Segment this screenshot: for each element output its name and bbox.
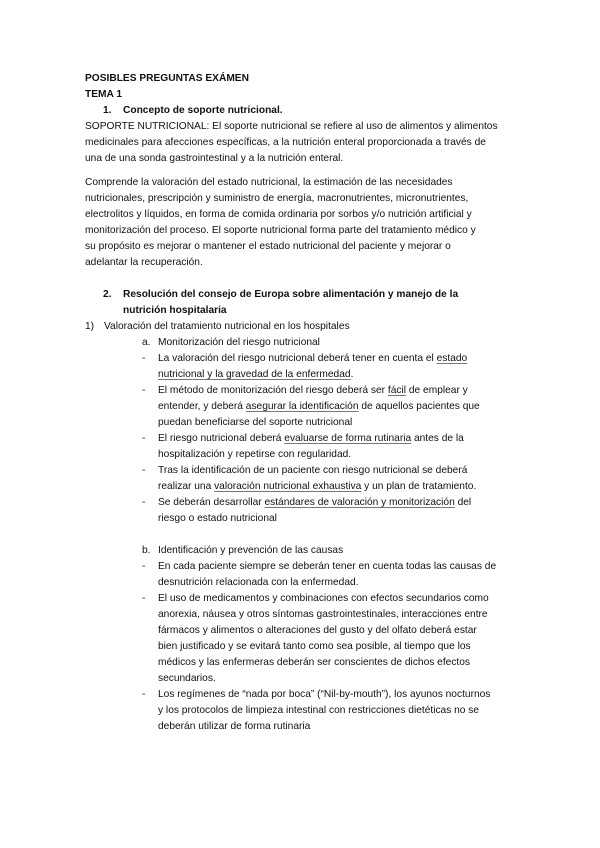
paragraph-line: una de una sonda gastrointestinal y a la nutrición enteral. bbox=[85, 153, 344, 164]
bullet-line: desnutrición relacionada con la enfermedad. bbox=[158, 577, 359, 588]
text-segment: entender, y deberá bbox=[158, 401, 246, 412]
underlined-text: estado bbox=[436, 353, 468, 364]
bullet-line: secundarios. bbox=[158, 673, 216, 684]
bullet-dash: - bbox=[142, 689, 146, 700]
underlined-text: valoración nutricional exhaustiva bbox=[214, 481, 362, 492]
text-segment: y un plan de tratamiento. bbox=[361, 481, 477, 492]
bullet-dash: - bbox=[142, 561, 146, 572]
underlined-text: asegurar la identificación bbox=[245, 401, 359, 412]
bullet-line bbox=[158, 447, 515, 463]
item-b-letter: b. bbox=[142, 545, 151, 556]
paragraph-line: nutricionales, prescripción y suministro de energía, macronutrientes, micronutrientes, bbox=[85, 193, 469, 204]
bullet-item bbox=[85, 687, 515, 735]
text-segment: El método de monitorización del riesgo deberá ser bbox=[158, 385, 388, 396]
text-segment: riesgo o estado nutricional bbox=[158, 513, 277, 524]
paragraph-line: SOPORTE NUTRICIONAL: El soporte nutricional se refiere al uso de alimentos y alimentos bbox=[85, 121, 498, 132]
text-segment: realizar una bbox=[158, 481, 215, 492]
bullet-item bbox=[85, 351, 515, 383]
item-a-heading bbox=[85, 335, 515, 351]
doc-subtitle: TEMA 1 bbox=[85, 89, 122, 100]
bullet-line bbox=[158, 463, 515, 479]
section-1-number: 1. bbox=[103, 105, 112, 116]
section-1-heading bbox=[85, 103, 515, 119]
bullet-item bbox=[85, 591, 515, 687]
section-2-number: 2. bbox=[103, 289, 112, 300]
bullet-line bbox=[158, 351, 515, 367]
bullet-line bbox=[158, 431, 515, 447]
item-a-title: Monitorización del riesgo nutricional bbox=[158, 337, 320, 348]
text-segment: antes de la bbox=[411, 433, 464, 444]
item-b-heading bbox=[85, 543, 515, 559]
section-2-title-line: nutrición hospitalaria bbox=[123, 305, 227, 316]
bullet-line: fármacos y alimentos o alteraciones del gusto y del olfato deberá estar bbox=[158, 625, 477, 636]
underlined-text: fácil bbox=[387, 385, 407, 396]
item-b-title: Identificación y prevención de las causas bbox=[158, 545, 344, 556]
text-segment: de emplear y bbox=[406, 385, 468, 396]
subsection-1 bbox=[85, 319, 515, 335]
bullet-dash: - bbox=[142, 593, 146, 604]
subsection-1-title: Valoración del tratamiento nutricional en los hospitales bbox=[104, 321, 350, 332]
text-segment: . bbox=[350, 369, 354, 380]
paragraph-line: adelantar la recuperación. bbox=[85, 257, 203, 268]
subsection-1-number: 1) bbox=[85, 321, 95, 332]
bullet-item bbox=[85, 559, 515, 591]
item-a-letter: a. bbox=[142, 337, 151, 348]
paragraph-line: Comprende la valoración del estado nutricional, la estimación de las necesidades bbox=[85, 177, 453, 188]
text-segment: hospitalización y repetirse con regularidad. bbox=[158, 449, 352, 460]
bullet-line bbox=[158, 383, 515, 399]
bullet-item bbox=[85, 431, 515, 463]
bullet-item bbox=[85, 463, 515, 495]
paragraph-line: medicinales para afecciones específicas, a la nutrición enteral proporcionada a través de bbox=[85, 137, 486, 148]
bullet-line bbox=[158, 495, 515, 511]
section-1-title: Concepto de soporte nutricional. bbox=[123, 105, 283, 116]
item-a-bullet-list bbox=[85, 351, 515, 527]
bullet-line bbox=[158, 415, 515, 431]
bullet-line: En cada paciente siempre se deberán tener en cuenta todas las causas de bbox=[158, 561, 497, 572]
bullet-line: médicos y las enfermeras deberán ser conscientes de dichos efectos bbox=[158, 657, 471, 668]
section-1-paragraph-1 bbox=[85, 119, 515, 167]
bullet-line: y los protocolos de limpieza intestinal con restricciones dietéticas no se bbox=[158, 705, 480, 716]
text-segment: Se deberán desarrollar bbox=[158, 497, 265, 508]
bullet-line: anorexia, náusea y otros síntomas gastrointestinales, interacciones entre bbox=[158, 609, 488, 620]
bullet-dash: - bbox=[142, 497, 146, 508]
bullet-line bbox=[158, 479, 515, 495]
text-segment: La valoración del riesgo nutricional deberá tener en cuenta el bbox=[158, 353, 437, 364]
item-b-bullet-list bbox=[85, 559, 515, 735]
section-2-title-line: Resolución del consejo de Europa sobre alimentación y manejo de la bbox=[123, 289, 459, 300]
bullet-dash: - bbox=[142, 353, 146, 364]
section-1-paragraph-2 bbox=[85, 175, 515, 271]
text-segment: Tras la identificación de un paciente con riesgo nutricional se deberá bbox=[158, 465, 468, 476]
bullet-dash: - bbox=[142, 385, 146, 396]
paragraph-line: electrolitos y líquidos, en forma de comida ordinaria por sorbos y/o nutrición artificial y bbox=[85, 209, 472, 220]
bullet-line bbox=[158, 399, 515, 415]
text-segment: puedan beneficiarse del soporte nutricional bbox=[158, 417, 353, 428]
section-2-heading bbox=[85, 287, 515, 319]
bullet-dash: - bbox=[142, 433, 146, 444]
paragraph-line: su propósito es mejorar o mantener el estado nutricional del paciente y mejorar o bbox=[85, 241, 451, 252]
text-segment: del bbox=[454, 497, 472, 508]
bullet-line bbox=[158, 367, 515, 383]
bullet-line: El uso de medicamentos y combinaciones con efectos secundarios como bbox=[158, 593, 489, 604]
bullet-item bbox=[85, 495, 515, 527]
underlined-text: evaluarse de forma rutinaria bbox=[284, 433, 412, 444]
bullet-line: bien justificado y se evitará tanto como sea posible, al tiempo que los bbox=[158, 641, 471, 652]
text-segment: de aquellos pacientes que bbox=[358, 401, 480, 412]
underlined-text: nutricional y la gravedad de la enfermedad bbox=[158, 369, 351, 380]
underlined-text: estándares de valoración y monitorización bbox=[264, 497, 455, 508]
bullet-item bbox=[85, 383, 515, 431]
bullet-dash: - bbox=[142, 465, 146, 476]
bullet-line: deberán utilizar de forma rutinaria bbox=[158, 721, 311, 732]
doc-title: POSIBLES PREGUNTAS EXÁMEN bbox=[85, 73, 249, 84]
text-segment: El riesgo nutricional deberá bbox=[158, 433, 285, 444]
bullet-line: Los regímenes de “nada por boca” (“Nil-by-mouth”), los ayunos nocturnos bbox=[158, 689, 491, 700]
document-page bbox=[85, 71, 515, 735]
bullet-line bbox=[158, 511, 515, 527]
paragraph-line: monitorización del proceso. El soporte nutricional forma parte del tratamiento médico y bbox=[85, 225, 476, 236]
